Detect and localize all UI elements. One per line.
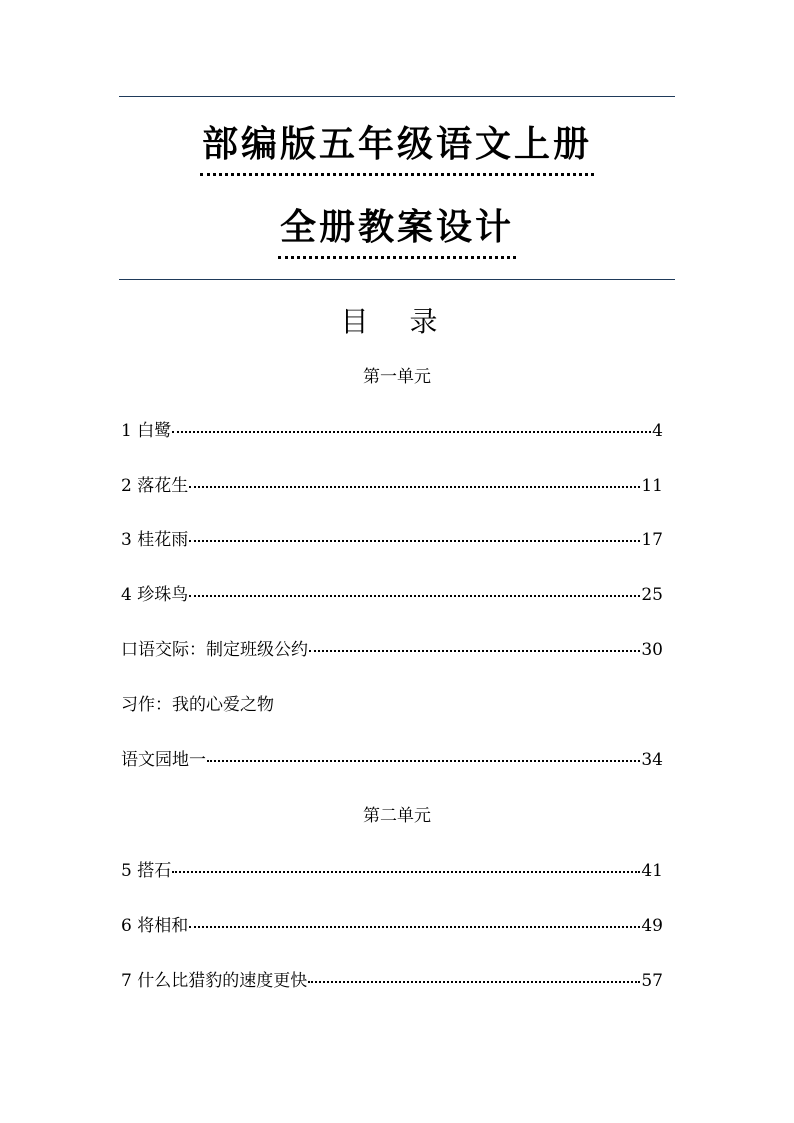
toc-entry[interactable] — [121, 416, 663, 440]
toc-entry-label: 语文园地一 — [121, 750, 206, 770]
toc-entry-page: 30 — [641, 640, 663, 660]
toc-entry[interactable] — [121, 745, 663, 769]
toc-entry-page: 4 — [652, 421, 663, 441]
toc-leader-dots — [189, 926, 640, 928]
toc-entry-page: 17 — [641, 530, 663, 550]
toc-entry-page: 49 — [641, 916, 663, 936]
toc-entry-page: 41 — [641, 861, 663, 881]
top-rule — [119, 96, 675, 97]
toc-leader-dots — [189, 540, 640, 542]
toc-entry[interactable] — [121, 635, 663, 659]
toc-entry-page: 25 — [641, 585, 663, 605]
toc-entry[interactable] — [121, 856, 663, 880]
toc-entry-page: 34 — [641, 750, 663, 770]
unit-heading-2: 第二单元 — [363, 806, 431, 826]
toc-leader-dots — [189, 486, 640, 488]
bottom-rule — [119, 279, 675, 280]
toc-entry-label: 习作：我的心爱之物 — [121, 695, 274, 715]
toc-heading: 目 录 — [340, 305, 454, 338]
toc-entry-label: 6 将相和 — [121, 916, 189, 936]
document-title-line-2: 全册教案设计 — [0, 199, 794, 259]
toc-entry-label: 2 落花生 — [121, 476, 189, 496]
toc-entry-page: 57 — [641, 971, 663, 991]
toc-entry-page: 11 — [641, 476, 663, 496]
toc-entry-label: 7 什么比猎豹的速度更快 — [121, 971, 308, 991]
toc-entry[interactable] — [121, 690, 663, 714]
toc-entry[interactable] — [121, 525, 663, 549]
document-title-line-1: 部编版五年级语文上册 — [0, 116, 794, 176]
toc-leader-dots — [189, 595, 640, 597]
toc-entry-label: 3 桂花雨 — [121, 530, 189, 550]
toc-entry[interactable] — [121, 580, 663, 604]
unit-heading-1: 第一单元 — [363, 367, 431, 387]
toc-entry-label: 4 珍珠鸟 — [121, 585, 189, 605]
toc-entry-label: 1 白鹭 — [121, 421, 172, 441]
toc-leader-dots — [172, 871, 640, 873]
toc-entry[interactable] — [121, 911, 663, 935]
toc-leader-dots — [172, 431, 651, 433]
toc-entry[interactable] — [121, 966, 663, 990]
toc-entry-label: 口语交际：制定班级公约 — [121, 640, 308, 660]
toc-leader-dots — [309, 650, 640, 652]
toc-leader-dots — [207, 760, 640, 762]
toc-leader-dots — [308, 981, 640, 983]
toc-entry[interactable] — [121, 471, 663, 495]
toc-entry-label: 5 搭石 — [121, 861, 172, 881]
